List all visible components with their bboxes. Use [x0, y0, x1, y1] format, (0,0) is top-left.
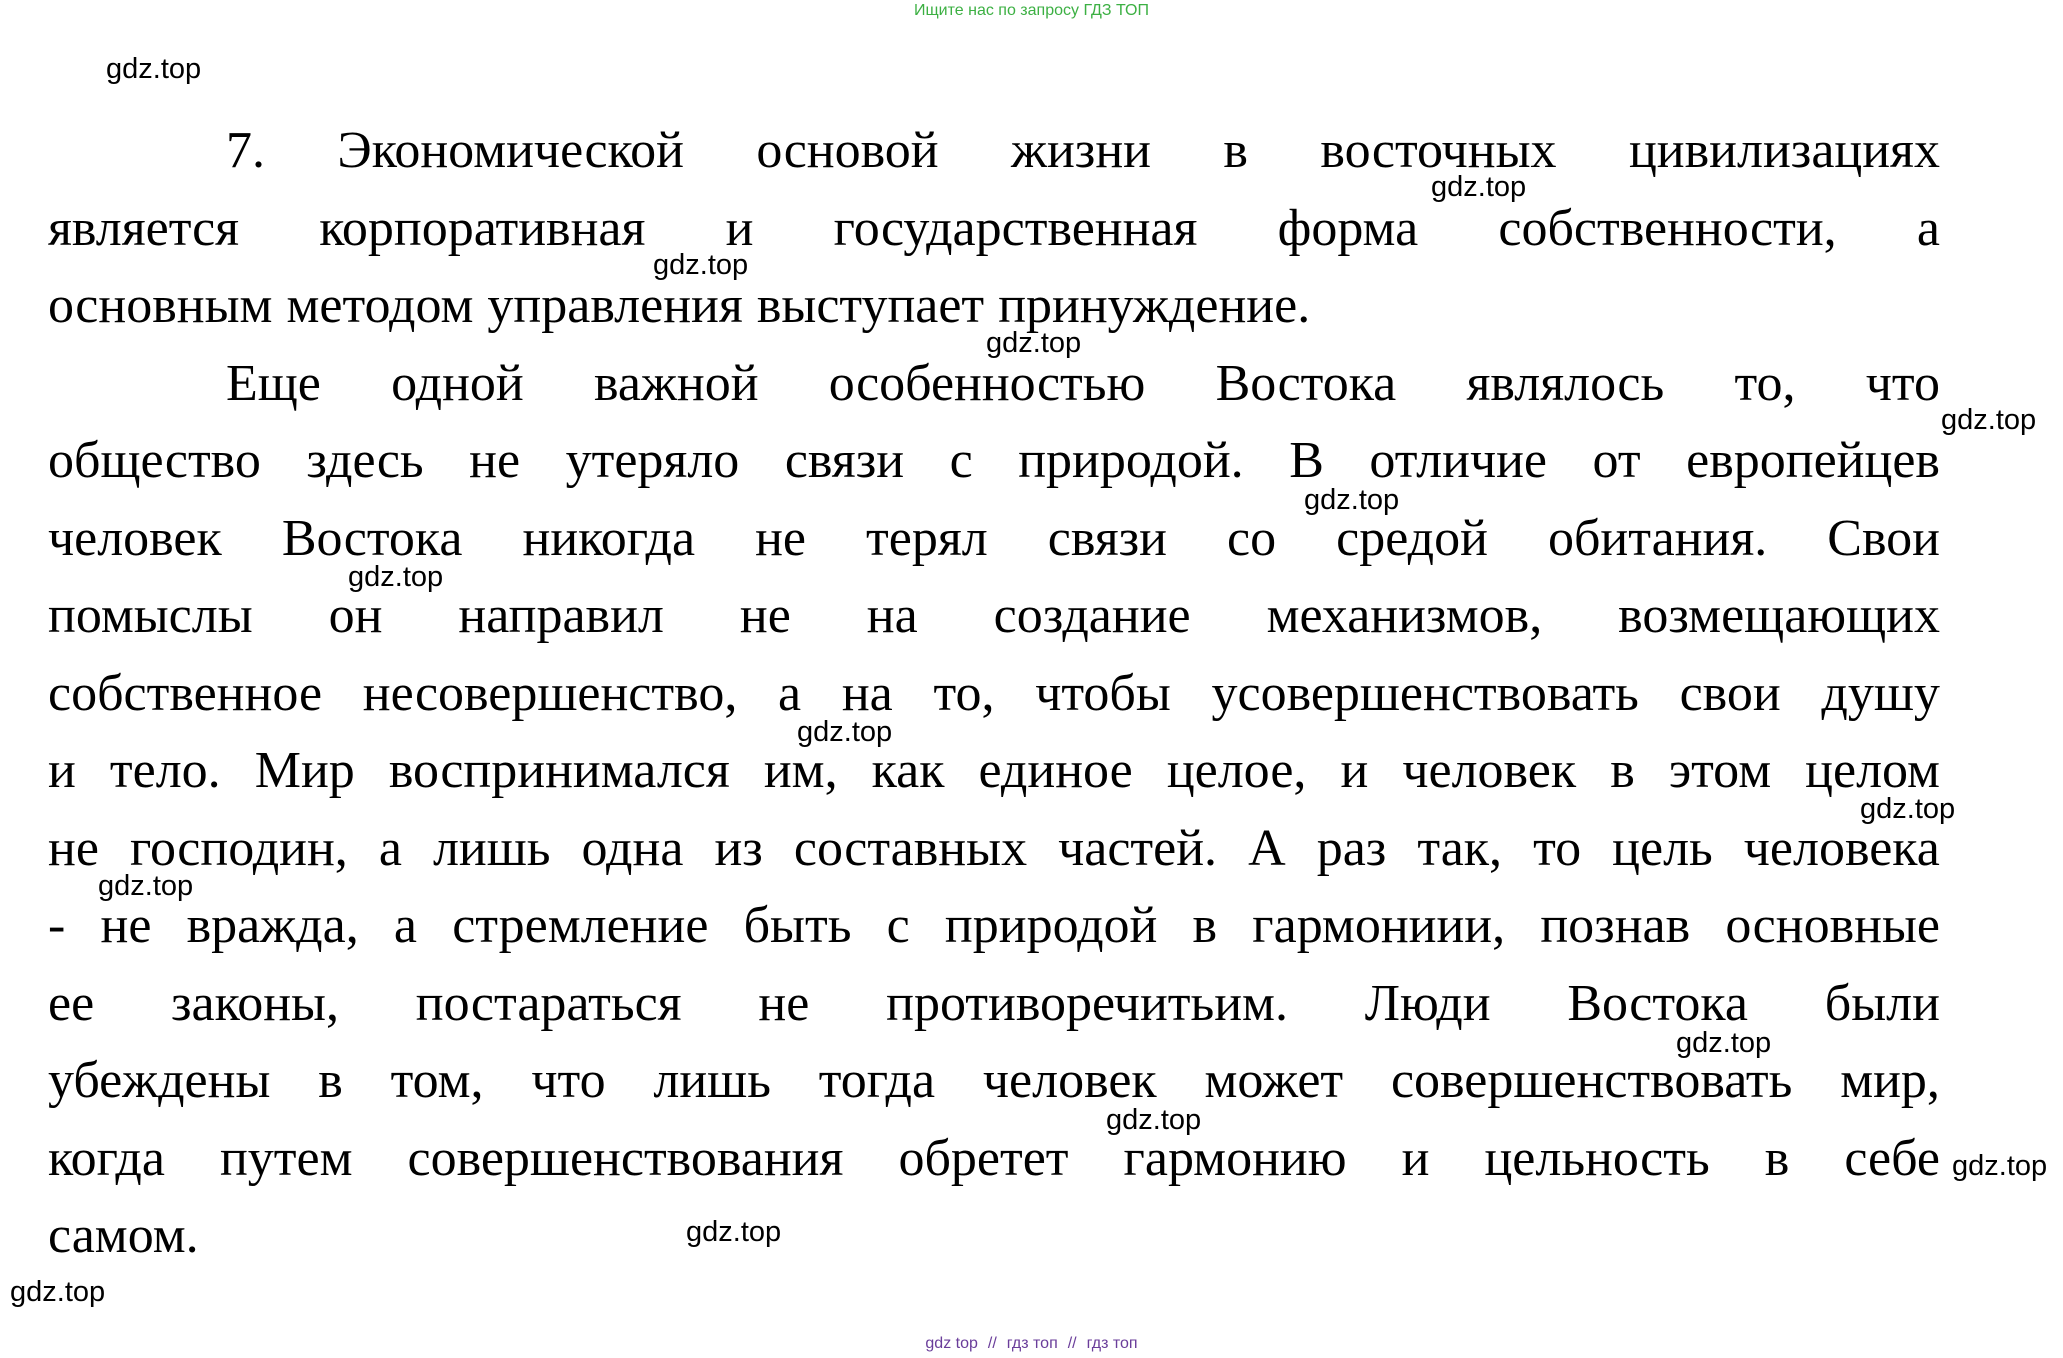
word: господин,: [129, 819, 348, 877]
word: В: [1289, 432, 1324, 489]
word: государственная: [833, 199, 1198, 257]
word: составных: [793, 819, 1028, 877]
word: несовершенство,: [362, 664, 738, 722]
word: Востока: [1567, 974, 1748, 1032]
word: и: [1401, 1129, 1430, 1187]
word: мир,: [1840, 1052, 1940, 1109]
word: свои: [1679, 664, 1781, 722]
word: не: [755, 509, 807, 567]
text-line: [48, 422, 1940, 500]
word: а: [393, 897, 418, 954]
word: особенностью: [828, 354, 1146, 412]
word: утеряло: [565, 432, 740, 489]
word: жизни: [1011, 122, 1151, 179]
text-line: [48, 1120, 1940, 1198]
word: в: [1610, 742, 1635, 799]
word: на: [841, 664, 893, 722]
footer-links: [0, 1335, 2063, 1353]
word: основой: [756, 122, 939, 179]
word: противоречитьим.: [886, 974, 1288, 1032]
word: целое,: [1166, 742, 1307, 799]
word: тело.: [109, 742, 221, 799]
word: самом.: [48, 1207, 199, 1264]
word: собственное: [48, 664, 323, 722]
word: связи: [784, 432, 905, 489]
word: Люди: [1364, 974, 1491, 1032]
word: постараться: [415, 974, 682, 1032]
word: связи: [1047, 509, 1167, 567]
word: важной: [594, 354, 759, 412]
word: основным: [48, 277, 273, 334]
word: как: [871, 742, 945, 799]
word: этом: [1668, 742, 1772, 799]
word: механизмов,: [1266, 587, 1543, 644]
word: здесь: [306, 432, 424, 489]
watermark-label: gdz.top: [1952, 1150, 2048, 1182]
word: человек: [48, 509, 222, 567]
word: восточных: [1320, 122, 1557, 179]
word: терял: [866, 509, 988, 567]
word: Еще: [226, 354, 321, 412]
word: себе: [1844, 1129, 1940, 1187]
word: со: [1227, 509, 1277, 567]
word: и: [725, 199, 754, 257]
footer-separator: //: [987, 1335, 997, 1352]
watermark-label: gdz.top: [1304, 484, 1400, 516]
word: усовершенствовать: [1211, 664, 1639, 722]
word: лишь: [432, 819, 551, 877]
word: А: [1248, 819, 1286, 877]
answer-text: [48, 112, 1940, 1275]
word: создание: [993, 587, 1191, 644]
text-line: [48, 655, 1940, 733]
word: Востока: [281, 509, 463, 567]
word: выступает: [756, 277, 985, 334]
word: от: [1592, 432, 1641, 489]
search-banner[interactable]: Ищите нас по запросу ГДЗ ТОП: [914, 2, 1149, 19]
word: том,: [390, 1052, 484, 1109]
word: 7.: [226, 122, 265, 179]
word: Востока: [1215, 354, 1397, 412]
word: европейцев: [1686, 432, 1940, 489]
word: ее: [48, 974, 95, 1032]
word: были: [1824, 974, 1940, 1032]
word: цельность: [1484, 1129, 1710, 1187]
word: то,: [1734, 354, 1796, 412]
word: и: [1340, 742, 1369, 799]
word: цивилизациях: [1628, 122, 1940, 179]
word: он: [328, 587, 383, 644]
word: направил: [458, 587, 664, 644]
watermark-label: gdz.top: [10, 1276, 106, 1308]
word: не: [739, 587, 791, 644]
watermark-label: gdz.top: [1106, 1104, 1202, 1136]
text-line: [48, 112, 1940, 190]
word: природой.: [1018, 432, 1244, 489]
watermark-label: gdz.top: [686, 1216, 782, 1248]
word: познав: [1540, 897, 1691, 954]
watermark-label: gdz.top: [797, 716, 893, 748]
word: обретет: [898, 1129, 1069, 1187]
watermark-label: gdz.top: [106, 53, 202, 85]
word: в: [1764, 1129, 1790, 1187]
word: то,: [933, 664, 995, 722]
watermark-label: gdz.top: [986, 327, 1082, 359]
text-line: [48, 1197, 1940, 1275]
word: методом: [286, 277, 474, 334]
word: не: [100, 897, 152, 954]
footer-link[interactable]: gdz top: [925, 1335, 978, 1352]
word: душу: [1821, 664, 1940, 722]
footer-link[interactable]: гдз топ: [1006, 1335, 1058, 1352]
word: законы,: [170, 974, 339, 1032]
word: никогда: [522, 509, 696, 567]
word: обитания.: [1547, 509, 1768, 567]
word: им,: [763, 742, 838, 799]
word: собственности,: [1498, 199, 1837, 257]
word: целом: [1805, 742, 1940, 799]
word: средой: [1336, 509, 1488, 567]
word: природой: [944, 897, 1158, 954]
text-line: [48, 1042, 1940, 1120]
word: с: [886, 897, 910, 954]
word: не: [758, 974, 810, 1032]
word: является: [48, 199, 240, 257]
word: не: [48, 819, 99, 877]
footer-link[interactable]: гдз топ: [1086, 1335, 1138, 1352]
text-line: [48, 887, 1940, 965]
watermark-label: gdz.top: [1676, 1027, 1772, 1059]
word: единое: [978, 742, 1133, 799]
word: воспринимался: [388, 742, 730, 799]
word: Свои: [1827, 509, 1940, 567]
watermark-label: gdz.top: [348, 561, 444, 593]
word: отличие: [1369, 432, 1548, 489]
word: Мир: [254, 742, 355, 799]
text-line: [48, 810, 1940, 888]
word: в: [318, 1052, 343, 1109]
footer-separator: //: [1067, 1335, 1077, 1352]
word: лишь: [653, 1052, 771, 1109]
word: тогда: [818, 1052, 936, 1109]
word: из: [714, 819, 763, 877]
watermark-label: gdz.top: [1431, 171, 1527, 203]
word: то: [1533, 819, 1582, 877]
word: принуждение.: [998, 277, 1311, 334]
word: что: [531, 1052, 606, 1109]
word: на: [866, 587, 918, 644]
watermark-label: gdz.top: [653, 249, 749, 281]
text-line: [48, 500, 1940, 578]
word: возмещающих: [1618, 587, 1940, 644]
word: вражда,: [186, 897, 359, 954]
word: общество: [48, 432, 261, 489]
word: в: [1192, 897, 1218, 954]
word: быть: [743, 897, 852, 954]
word: гармониии,: [1252, 897, 1506, 954]
word: совершенствования: [407, 1129, 844, 1187]
word: в: [1223, 122, 1248, 179]
word: человека: [1743, 819, 1940, 877]
word: частей.: [1058, 819, 1218, 877]
word: а: [778, 664, 802, 722]
word: основные: [1725, 897, 1940, 954]
word: что: [1865, 354, 1940, 412]
word: управления: [487, 277, 743, 334]
word: а: [378, 819, 402, 877]
text-line: [48, 190, 1940, 268]
word: а: [1916, 199, 1940, 257]
word: человек: [982, 1052, 1157, 1109]
word: путем: [219, 1129, 353, 1187]
word: одной: [391, 354, 524, 412]
watermark-label: gdz.top: [1860, 793, 1956, 825]
word: раз: [1316, 819, 1387, 877]
word: с: [949, 432, 973, 489]
word: может: [1204, 1052, 1344, 1109]
word: корпоративная: [319, 199, 646, 257]
word: когда: [48, 1129, 165, 1187]
watermark-label: gdz.top: [1941, 404, 2037, 436]
word: и: [48, 742, 76, 799]
word: стремление: [452, 897, 709, 954]
text-line: [48, 577, 1940, 655]
word: чтобы: [1035, 664, 1171, 722]
word: не: [469, 432, 521, 489]
word: -: [48, 897, 66, 954]
word: совершенствовать: [1390, 1052, 1793, 1109]
word: Экономической: [337, 122, 684, 179]
word: убеждены: [48, 1052, 271, 1109]
word: одна: [581, 819, 684, 877]
text-line: [48, 732, 1940, 810]
word: цель: [1612, 819, 1713, 877]
word: форма: [1277, 199, 1419, 257]
word: так,: [1417, 819, 1503, 877]
watermark-label: gdz.top: [98, 870, 194, 902]
word: помыслы: [48, 587, 253, 644]
word: гармонию: [1123, 1129, 1347, 1187]
word: являлось: [1466, 354, 1665, 412]
word: человек: [1402, 742, 1577, 799]
text-line: [48, 965, 1940, 1043]
